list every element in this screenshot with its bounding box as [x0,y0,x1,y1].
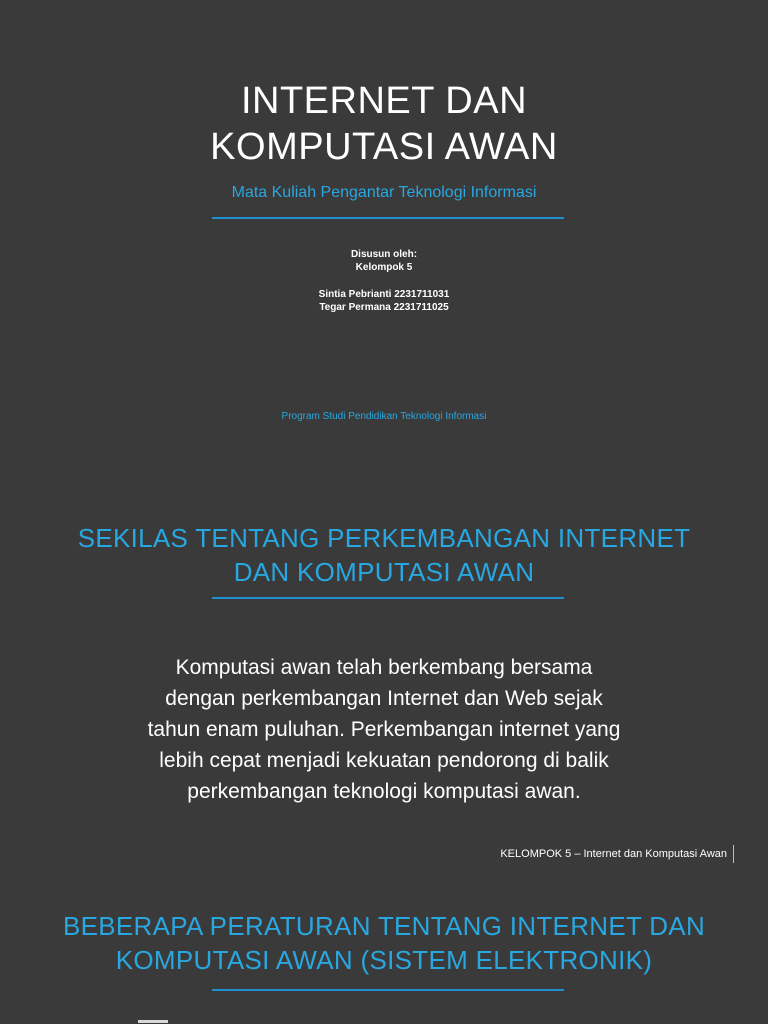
slide2-body [110,652,658,807]
body-line: Komputasi awan telah berkembang bersama [175,656,593,679]
authors-block [0,248,768,314]
slide2-title-line1: SEKILAS TENTANG PERKEMBANGAN INTERNET [77,523,691,553]
authored-by-label: Disusun oleh: [350,249,418,260]
group-name: Kelompok 5 [355,262,413,273]
slide3-title [0,909,768,977]
slide2-title [0,521,768,589]
program-name: Program Studi Pendidikan Teknologi Informasi [281,411,487,422]
slide1-subtitle: Mata Kuliah Pengantar Teknologi Informasi [231,184,537,201]
body-line: dengan perkembangan Internet dan Web sejak [165,687,603,710]
cropped-text-fragment [138,1016,178,1024]
body-line: tahun enam puluhan. Perkembangan internet yang [147,718,621,741]
slide1-divider [212,217,564,219]
body-line: lebih cepat menjadi kekuatan pendorong di balik [159,749,609,772]
slide2-footer: KELOMPOK 5 – Internet dan Komputasi Awan [500,845,734,863]
slide3-divider [212,989,564,991]
slide1-title-line2: KOMPUTASI AWAN [210,126,558,168]
slide2-divider [212,597,564,599]
member-item: Tegar Permana 2231711025 [319,302,449,313]
member-item: Sintia Pebrianti 2231711031 [318,289,450,300]
slide2-title-line2: DAN KOMPUTASI AWAN [233,557,535,587]
member-list [0,288,768,314]
body-line: perkembangan teknologi komputasi awan. [187,780,581,803]
slide1-title-line1: INTERNET DAN [240,80,528,122]
slide3-title-line1: BEBERAPA PERATURAN TENTANG INTERNET DAN [62,911,706,941]
slide1-title [0,78,768,170]
slide3-title-line2: KOMPUTASI AWAN (SISTEM ELEKTRONIK) [115,945,653,975]
